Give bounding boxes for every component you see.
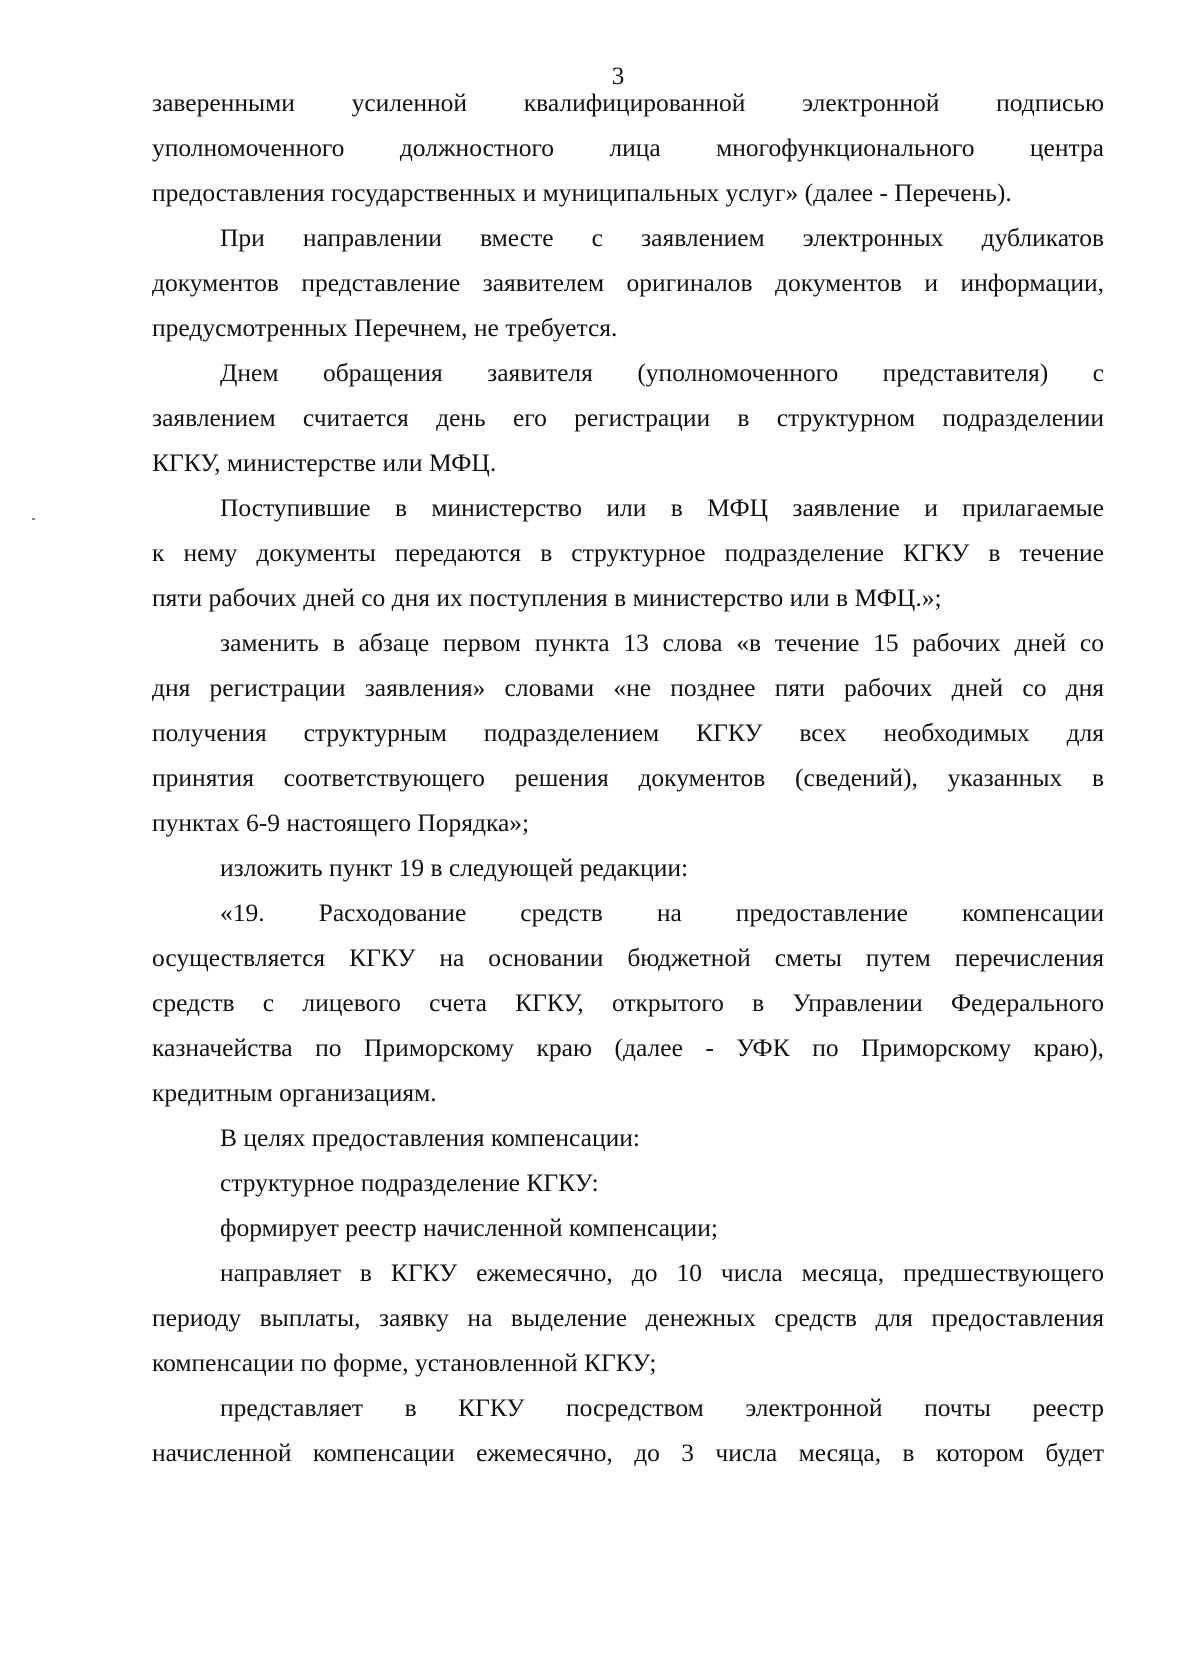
text-line: представляет в КГКУ посредством электронной почты реестр <box>220 1393 1104 1422</box>
text-line: к нему документы передаются в структурное подразделение КГКУ в течение <box>152 538 1104 567</box>
text-line: изложить пункт 19 в следующей редакции: <box>220 853 689 882</box>
text-line: казначейства по Приморскому краю (далее - УФК по Приморскому краю), <box>152 1033 1104 1062</box>
text-line: Поступившие в министерство или в МФЦ заявление и прилагаемые <box>220 493 1104 522</box>
text-line: формирует реестр начисленной компенсации; <box>220 1213 718 1242</box>
text-line: предусмотренных Перечнем, не требуется. <box>152 313 618 342</box>
text-line: начисленной компенсации ежемесячно, до 3 числа месяца, в котором будет <box>152 1438 1104 1467</box>
text-line: компенсации по форме, установленной КГКУ; <box>152 1348 657 1377</box>
scan-margin-mark <box>32 518 35 520</box>
text-line: пунктах 6-9 настоящего Порядка»; <box>152 808 530 837</box>
text-line: кредитным организациям. <box>152 1078 437 1107</box>
text-line: В целях предоставления компенсации: <box>220 1123 640 1152</box>
text-line: заявлением считается день его регистрации в структурном подразделении <box>152 403 1104 432</box>
page-number: 3 <box>611 63 625 90</box>
text-line: предоставления государственных и муниципальных услуг» (далее - Перечень). <box>152 178 1012 207</box>
text-line: периоду выплаты, заявку на выделение денежных средств для предоставления <box>152 1303 1104 1332</box>
text-line: заменить в абзаце первом пункта 13 слова «в течение 15 рабочих дней со <box>220 628 1104 657</box>
text-line: дня регистрации заявления» словами «не позднее пяти рабочих дней со дня <box>152 673 1104 702</box>
text-line: При направлении вместе с заявлением электронных дубликатов <box>220 223 1104 252</box>
text-line: пяти рабочих дней со дня их поступления в министерство или в МФЦ.»; <box>152 583 942 612</box>
text-line: осуществляется КГКУ на основании бюджетной сметы путем перечисления <box>152 943 1104 972</box>
text-line: направляет в КГКУ ежемесячно, до 10 числа месяца, предшествующего <box>220 1258 1104 1287</box>
text-line: «19. Расходование средств на предоставление компенсации <box>220 898 1104 927</box>
text-line: КГКУ, министерстве или МФЦ. <box>152 448 497 477</box>
text-line: уполномоченного должностного лица многофункционального центра <box>152 133 1104 162</box>
text-line: получения структурным подразделением КГКУ всех необходимых для <box>152 718 1104 747</box>
text-line: заверенными усиленной квалифицированной электронной подписью <box>152 88 1104 117</box>
text-line: структурное подразделение КГКУ: <box>220 1168 599 1197</box>
text-line: средств с лицевого счета КГКУ, открытого в Управлении Федерального <box>152 988 1104 1017</box>
text-line: Днем обращения заявителя (уполномоченного представителя) с <box>220 358 1104 387</box>
text-line: принятия соответствующего решения документов (сведений), указанных в <box>152 763 1104 792</box>
text-line: документов представление заявителем оригиналов документов и информации, <box>152 268 1104 297</box>
